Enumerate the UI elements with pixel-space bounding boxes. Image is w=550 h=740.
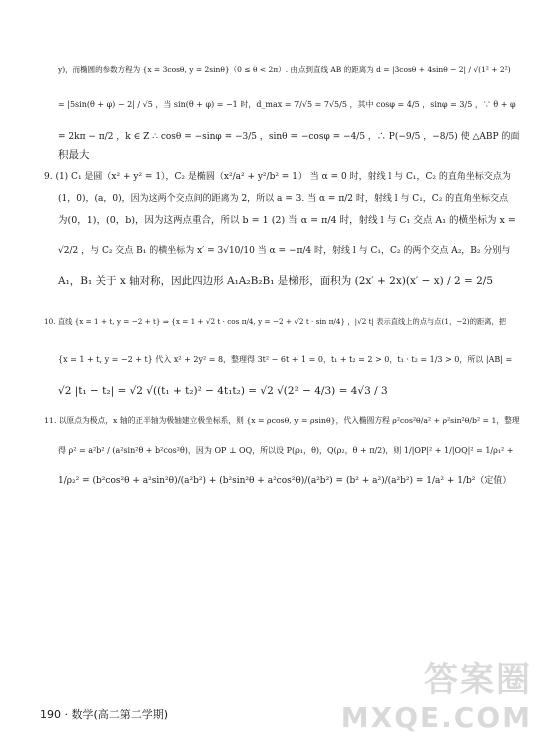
text-line: 11. 以原点为极点，x 轴的正半轴为极轴建立极坐标系，则 {x = ρcosθ, y = ρsinθ}，代入椭圆方程 ρ²cos²θ/a² + ρ²sin²θ/b² = 1，整理: [44, 416, 520, 425]
text-line: (1，0)，(a，0)，因为这两个交点间的距离为 2，所以 a = 3. 当 α = π/2 时，射线 l 与 C₁，C₂ 的直角坐标交点: [58, 194, 509, 204]
text-line: 为(0，1)，(0，b)，因为这两点重合，所以 b = 1 (2) 当 α = π/4 时，射线 l 与 C₁ 交点 A₁ 的横坐标为 x =: [58, 215, 516, 226]
text-line: 1/ρ₂² = (b²cos²θ + a²sin²θ)/(a²b²) + (b²sin²θ + a²cos²θ)/(a²b²) = (b² + a²)/(a²b²) = 1/a² + 1/b²（定值）: [58, 476, 512, 486]
text-line: √2/2 ，与 C₂ 交点 B₁ 的横坐标为 x′ = 3√10/10 当 α = −π/4 时，射线 l 与 C₁，C₂ 的两个交点 A₂，B₂ 分别与: [58, 246, 511, 256]
text-line: = 2kπ − π/2 ，k ∈ Z ∴ cosθ = −sinφ = −3/5 ，sinθ = −cosφ = −4/5 ，∴ P(−9/5 ，−8/5) 使 △ABP 的面: [58, 132, 520, 142]
text-line: 10. 直线 {x = 1 + t, y = −2 + t} ⇒ {x = 1 + √2 t · cos π/4, y = −2 + √2 t · sin π/4} ，|√2 t| 表示直线上的点与点(1，−2)的距离，把: [44, 317, 506, 326]
page-footer: 190 · 数学(高二第二学期): [40, 708, 169, 721]
text-line: √2 |t₁ − t₂| = √2 √((t₁ + t₂)² − 4t₁t₂) = √2 √(2² − 4/3) = 4√3 / 3: [58, 385, 388, 397]
text-line: 积最大: [58, 149, 90, 161]
watermark-logo: 答案圈: [424, 660, 532, 700]
text-line: = |5sin(θ + φ) − 2| / √5 ，当 sin(θ + φ) = −1 时，d_max = 7/√5 = 7√5/5 ，其中 cosφ = 4/5 ，sinφ = 3/5 ，∵ θ + φ: [58, 100, 516, 109]
watermark: [341, 652, 532, 734]
watermark-site: MXQE.COM: [340, 701, 532, 734]
text-line: {x = 1 + t, y = −2 + t} 代入 x² + 2y² = 8，整理得 3t² − 6t + 1 = 0，t₁ + t₂ = 2 > 0，t₁ · t₂ = 1/3 > 0，所以 |AB| =: [58, 355, 513, 364]
text-line: 9. (1) C₁ 是圆（x² + y² = 1），C₂ 是椭圆（x²/a² + y²/b² = 1） 当 α = 0 时，射线 l 与 C₁，C₂ 的直角坐标交点为: [44, 172, 511, 182]
text-line: A₁，B₁ 关于 x 轴对称，因此四边形 A₁A₂B₂B₁ 是梯形，面积为 (2x′ + 2x)(x′ − x) / 2 = 2/5: [58, 275, 494, 287]
text-line: y)，而椭圆的参数方程为 {x = 3cosθ, y = 2sinθ}（0 ≤ θ < 2π）. 由点到直线 AB 的距离为 d = |3cosθ + 4sinθ − 2| / √(1² + 2²): [58, 65, 511, 74]
text-line: 得 ρ² = a²b² / (a²sin²θ + b²cos²θ)，因为 OP ⊥ OQ，所以设 P(ρ₁，θ)，Q(ρ₂，θ + π/2)，则 1/|OP|² + 1/|OQ|² = 1/ρ₁² +: [58, 446, 514, 455]
